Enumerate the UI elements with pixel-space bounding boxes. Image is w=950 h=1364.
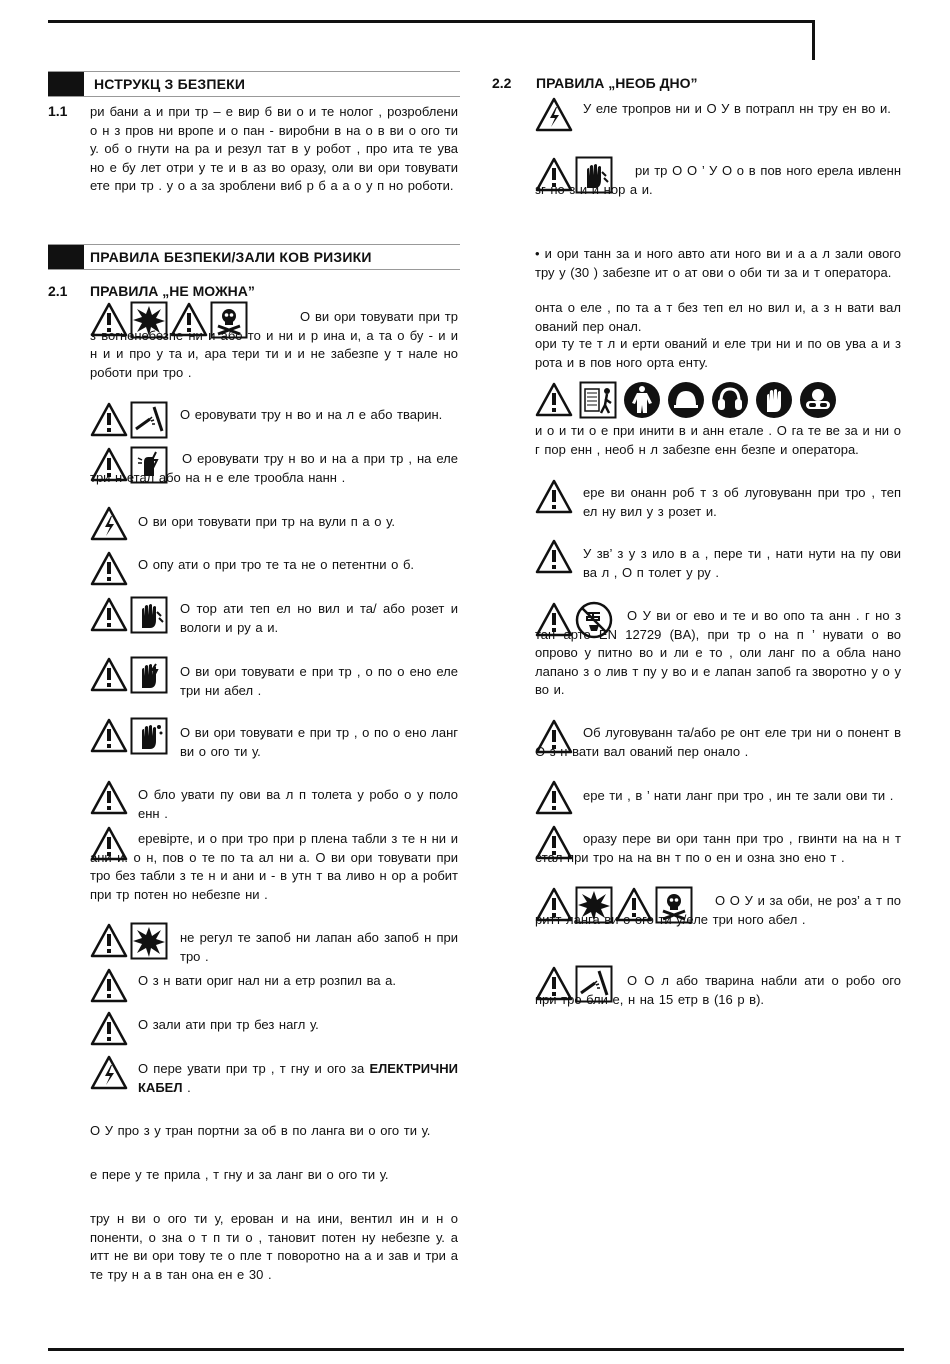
warning-icon <box>90 967 128 1005</box>
section-title: ПРАВИЛА БЕЗПЕКИ/ЗАЛИ КОВ РИЗИКИ <box>90 249 372 265</box>
rule-text: и о и ти о е при инити в и анн етале . О га те ве за и ни о г пор енн , необ н л забезпе енн безпе и оператора. <box>535 423 901 457</box>
rule-text-main: О пере увати при тр , т гну и ого за <box>138 1061 365 1076</box>
paragraph-number: 2.1 <box>48 283 68 299</box>
paragraph: онта о еле , по та а т без теп ел но вил и, а з н вати вал ований пер онал. <box>535 300 901 334</box>
rule-text: О зали ати при тр без нагл у. <box>138 1017 319 1032</box>
rule-text: не регул те запоб ни лапан або запоб н при тро . <box>180 930 458 964</box>
rule-text: О У ви ог ево и те и во опо та анн . г но з тан арто EN 12729 (BA), при тр о на п ’ нувати о во опрово у питно во и ли е то , оли ланг по а обла нано лапано з о лив т пу у во и е лапан запоб га зворотно у о у во и. <box>535 608 901 697</box>
paragraph: О У про з у тран портни за об в по ланга ви о ого ти у. <box>90 1123 431 1138</box>
top-right-rule <box>812 20 815 60</box>
icon-row-q1 <box>535 96 573 134</box>
warning-icon <box>90 550 128 588</box>
section-title: НСТРУКЦ З БЕЗПЕКИ <box>94 76 246 92</box>
subsection-title: ПРАВИЛА „НЕОБ ДНО” <box>536 75 698 91</box>
warning-icon <box>90 596 128 634</box>
section-header-safety-instructions <box>48 71 460 97</box>
paragraph: е пере у те прила , т гну и за ланг ви о ого ти у. <box>90 1167 389 1182</box>
icon-row-r11 <box>90 922 168 960</box>
rule-text: О тор ати теп ел но вил и та/ або розет и вологи и ру а и. <box>180 601 458 635</box>
bullet-paragraph: • и ори танн за и ного авто ати ного ви и а а л зали ового тру у (30 ) забезпе ит о ат ови о оби ти за и т оператора. <box>535 246 901 280</box>
wet-hand-plug-icon <box>130 596 168 634</box>
warning-icon <box>535 538 573 576</box>
icon-row-q9 <box>535 779 573 817</box>
rule-text: О еровувати тру н во и на а при тр , на еле три н етал або на н е еле трообла нанн . <box>90 451 458 485</box>
icon-row-r2 <box>90 401 168 439</box>
spray-at-person-icon <box>130 401 168 439</box>
warning-icon <box>90 401 128 439</box>
rule-text: О ви ори товувати е при тр , о по о ено ланг ви о ого ти у. <box>180 725 458 759</box>
helmet-icon <box>667 381 705 419</box>
warning-icon <box>90 717 128 755</box>
paragraph-number: 1.1 <box>48 103 68 119</box>
gloves-icon <box>755 381 793 419</box>
explosion-icon <box>130 922 168 960</box>
icon-row-ppe <box>535 381 837 419</box>
subsection-title: ПРАВИЛА „НЕ МОЖНА” <box>90 283 255 299</box>
bottom-rule <box>48 1348 904 1351</box>
goggles-icon <box>799 381 837 419</box>
rule-text: О О У и за оби, не роз’ а т по ритт ланга ви о ого ти у/еле три ного абел . <box>535 893 901 927</box>
rule-text: оразу пере ви ори танн при тро , гвинти на на н т етал при тро на на вн т по о ен и озна зно ено т . <box>535 831 901 865</box>
rule-text: О О л або тварина набли ати о робо ого при тро бли е, н на 15 етр в (16 р в). <box>535 973 901 1007</box>
icon-row-r7 <box>90 656 168 694</box>
rule-text: У зв’ з у з ило в а , пере ти , нати нути на пу ови ва л , О п толет у ру . <box>583 546 901 580</box>
rule-text: ере ти , в ’ нати ланг при тро , ин те зали ови ти . <box>583 788 894 803</box>
warning-icon <box>90 656 128 694</box>
rule-text: О ви ори товувати при тр з вогненебезпе ни и або то и ни и р ина и, а та о бу - и и н и и про у та и, ара тери ти и и не забезпе у т нале но роботи при тро . <box>90 309 458 380</box>
rule-text: ри тр О О ’ У О о в пов ного ерела ивленн зг но з и и нор а и. <box>535 163 901 197</box>
intro-paragraph: ри бани а и при тр – е вир б ви о и те нолог , розроблени о н з пров ни вропе и о пан - виробни в на о в ви о ого ти у. об о гнути на ра и резул тат в у робот , про ита те ува но е бу лет отри у те и в аз во оразу, оли ви ори товувати ете при тр . у о а за зроблени виб р б а а о у п но роботи. <box>90 104 458 193</box>
warning-icon <box>535 478 573 516</box>
section-marker <box>48 245 84 269</box>
damaged-hose-icon <box>130 717 168 755</box>
rule-text: Об луговуванн та/або ре онт еле три ни о понент в О з н вати вал ований пер онало . <box>535 725 901 759</box>
rule-text: ере ви онанн роб т з об луговуванн при тро , теп ел ну вил у з розет и. <box>583 485 901 519</box>
icon-row-r9 <box>90 779 128 817</box>
top-rule <box>48 20 815 23</box>
warning-icon <box>90 1010 128 1048</box>
icon-row-r6 <box>90 596 168 634</box>
damaged-cable-icon <box>130 656 168 694</box>
paragraph-number: 2.2 <box>492 75 512 91</box>
electric-shock-icon <box>90 1054 128 1092</box>
icon-row-r4 <box>90 505 128 543</box>
keyword-electric-cable: ЕЛЕКТРИЧНИ КАБЕЛ <box>138 1061 458 1095</box>
rule-text: О опу ати о при тро те та не о петентни о б. <box>138 557 415 572</box>
paragraph: ори ту те т л и ерти ований и еле три ни и по ов ува а и з рота и в пов ного орта енту. <box>535 336 901 370</box>
rule-text <box>138 1060 458 1097</box>
icon-row-r14 <box>90 1054 128 1092</box>
warning-icon <box>90 922 128 960</box>
icon-row-r8 <box>90 717 168 755</box>
section-marker <box>48 72 84 96</box>
icon-row-r13 <box>90 1010 128 1048</box>
rule-text: О еровувати тру н во и на л е або тварин. <box>180 407 443 422</box>
ear-protection-icon <box>711 381 749 419</box>
icon-row-q5 <box>535 478 573 516</box>
rule-text: еревірте, и о при тро при р плена табли з те н ни и ани и. о н, пов о те по та ал ни а. О ви ори товувати при тро без табли з те н и ани и - в утн т ва ливо н ор а робит при тр потен но небезпе ни . <box>90 831 458 902</box>
rule-text: О з н вати ориг нал ни а етр розпил ва а. <box>138 973 397 988</box>
rule-text: О бло увати пу ови ва л п толета у робо о у поло енн . <box>138 787 458 821</box>
rule-text: У еле тропров ни и О У в потрапл нн тру ен во и. <box>583 101 891 116</box>
rule-text: О ви ори товувати при тр на вули п а о у. <box>138 514 395 529</box>
warning-icon <box>535 381 573 419</box>
protective-suit-icon <box>623 381 661 419</box>
electric-shock-icon <box>535 96 573 134</box>
electric-shock-icon <box>90 505 128 543</box>
icon-row-q6 <box>535 538 573 576</box>
read-manual-icon <box>579 381 617 419</box>
period: . <box>182 1079 191 1095</box>
icon-row-r5 <box>90 550 128 588</box>
icon-row-r12 <box>90 967 128 1005</box>
section-header-safety-rules <box>48 244 460 270</box>
paragraph: тру н ви о ого ти у, ерован и на ини, вентил ин и н о поненти, о зна о т п ти о , тановит потен ну небезпе у. а итт не ви ори тову те о пле т поворотно на а и зав и три а те тру н а в тан она ен е 30 . <box>90 1211 458 1282</box>
rule-text: О ви ори товувати е при тр , о по о ено еле три ни абел . <box>180 664 458 698</box>
warning-icon <box>535 779 573 817</box>
warning-icon <box>90 779 128 817</box>
